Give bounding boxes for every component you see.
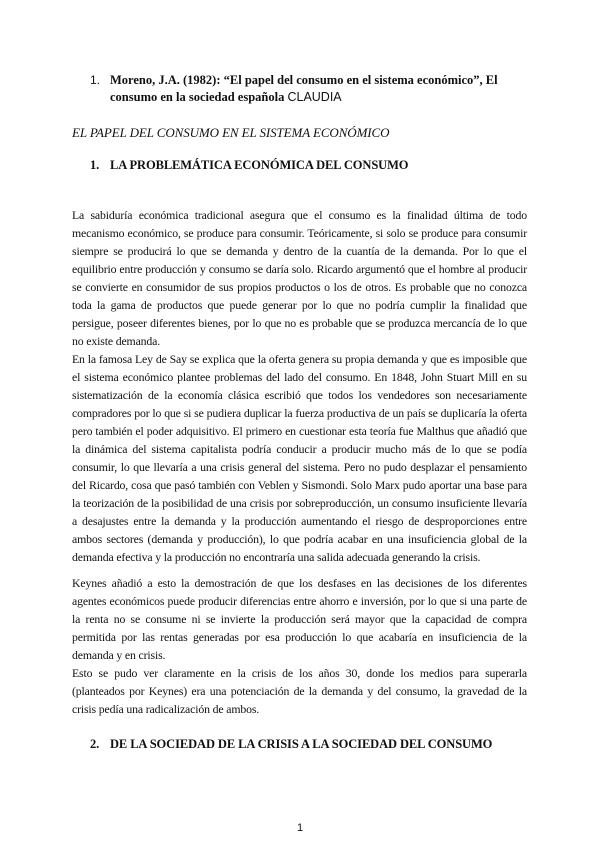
paragraph-1: La sabiduría económica tradicional asegura que el consumo es la finalidad última de todo mecanismo económico, se produce para consumir. Teóricamente, si solo se produce para consumir siempre se producirá lo que se demanda y dentro de la cuantía de la demanda. Por lo que el equilibrio entre producción y consumo se daría solo. Ricardo argumentó que el hombre al producir se convierte en consumidor de sus propios productos o los de otros. Es probable que no conozca toda la gama de productos que puede generar por lo que no podría cumplir la finalidad que persigue, poseer diferentes bienes, por lo que no es probable que se produzca mercancía de lo que no existe demanda. — [72, 208, 527, 348]
section-heading-1 — [90, 158, 408, 173]
reference-citation: Moreno, J.A. (1982): “El papel del consumo en el sistema económico”, El consumo en la sociedad española — [110, 73, 498, 104]
section-title: DE LA SOCIEDAD DE LA CRISIS A LA SOCIEDAD DEL CONSUMO — [110, 737, 493, 751]
document-subtitle: EL PAPEL DEL CONSUMO EN EL SISTEMA ECONÓMICO — [72, 125, 390, 140]
page-number: 1 — [296, 822, 304, 834]
section-number: 2. — [90, 737, 100, 751]
reference-body — [110, 72, 535, 106]
reference-tag: CLAUDIA — [287, 90, 342, 104]
reference-entry — [90, 72, 535, 106]
section-number: 1. — [90, 158, 100, 172]
paragraph-4: Esto se pudo ver claramente en la crisis de los años 30, donde los medios para superarla (planteados por Keynes) era una potenciación de la demanda y del consumo, la gravedad de la crisis pedía una radicalización de ambos. — [72, 666, 527, 716]
section-heading-2 — [90, 737, 492, 752]
section-title: LA PROBLEMÁTICA ECONÓMICA DEL CONSUMO — [110, 158, 409, 172]
reference-number: 1. — [90, 73, 101, 87]
paragraph-3: Keynes añadió a esto la demostración de que los desfases en las decisiones de los diferentes agentes económicos puede producir diferencias entre ahorro e inversión, por lo que si una parte de la renta no se consume ni se invierte la producción será mayor que la capacidad de compra permitida por las rentas generadas por esa producción lo que acabaría en insuficiencia de la demanda y en crisis. — [72, 576, 527, 662]
paragraph-2: En la famosa Ley de Say se explica que la oferta genera su propia demanda y que es imposible que el sistema económico plantee problemas del lado del consumo. En 1848, John Stuart Mill en su sistematización de la economía clásica escribió que todos los vendedores son necesariamente compradores por lo que si se pudiera duplicar la fuerza productiva de un país se duplicaría la oferta pero también el poder adquisitivo. El primero en cuestionar esta teoría fue Malthus que añadió que la dinámica del sistema capitalista podría conducir a producir mucho más de lo que se podía consumir, lo que llevaría a una crisis general del sistema. Pero no pudo desplazar el pensamiento del Ricardo, cosa que pasó también con Veblen y Sismondi. Solo Marx pudo aportar una base para la teorización de la posibilidad de una crisis por sobreproducción, un consumo insuficiente llevaría a desajustes entre la demanda y la producción aumentando el riesgo de desproporciones entre ambos sectores (demanda y producción), lo que podría acabar en una insuficiencia global de la demanda efectiva y la producción no encontraría una salida adecuada generando la crisis. — [72, 352, 527, 564]
